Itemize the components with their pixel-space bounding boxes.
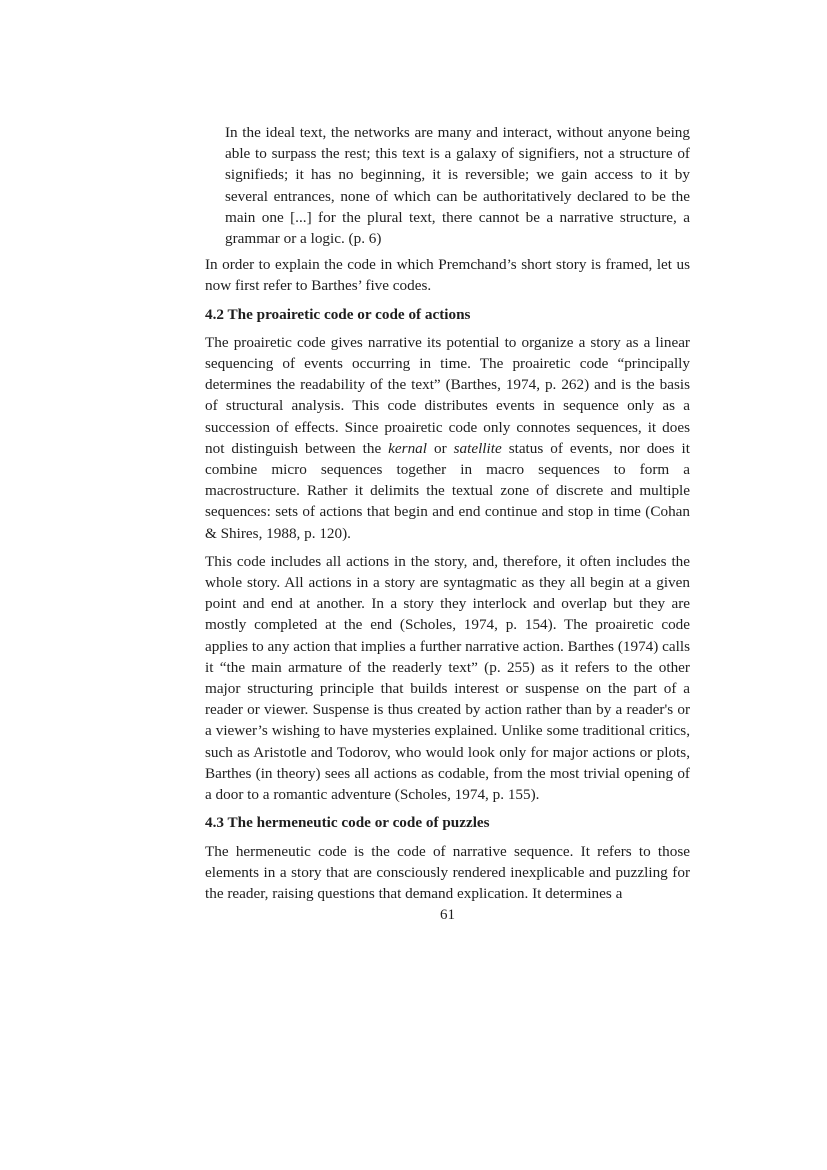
text-run: status of events, nor does it combine micro sequences together in macro sequences to form a macrostructure. Rather it delimits the textual zone of discrete and multiple sequences: sets of actions that begin and end continue and stop in time (Cohan & Shires, 1988, p. 120). <box>205 439 690 542</box>
section-heading-4-3: 4.3 The hermeneutic code or code of puzzles <box>205 814 490 832</box>
paragraph-hermeneutic <box>205 841 690 905</box>
section-heading-4-2: 4.2 The proairetic code or code of actions <box>205 305 471 323</box>
paragraph-proairetic-1 <box>205 332 690 544</box>
block-quote <box>225 122 690 249</box>
page-number: 61 <box>440 907 455 923</box>
paragraph-proairetic-1-text <box>205 332 690 544</box>
paragraph-proairetic-2-text: This code includes all actions in the story, and, therefore, it often includes the whole story. All actions in a story are syntagmatic as they all begin at a given point and end at another. In a story they interlock and overlap but they are mostly completed at the end (Scholes, 1974, p. 154). The proairetic code applies to any action that implies a further narrative action. Barthes (1974) calls it “the main armature of the readerly text” (p. 255) as it refers to the other major structuring principle that builds interest or suspense on the part of a reader or viewer. Suspense is thus created by action rather than by a reader's or a viewer’s wishing to have mysteries explained. Unlike some traditional critics, such as Aristotle and Todorov, who would look only for major actions or plots, Barthes (in theory) sees all actions as codable, from the most trivial opening of a door to a romantic adventure (Scholes, 1974, p. 155). <box>205 552 690 804</box>
document-page <box>205 122 690 923</box>
paragraph-hermeneutic-text: The hermeneutic code is the code of narrative sequence. It refers to those elements in a story that are consciously rendered inexplicable and puzzling for the reader, raising questions that demand explication. It determines a <box>205 842 690 902</box>
paragraph-intro <box>205 254 690 296</box>
italic-term-kernal: kernal <box>388 439 427 457</box>
block-quote-text: In the ideal text, the networks are many and interact, without anyone being able to surpass the rest; this text is a galaxy of signifiers, not a structure of signifieds; it has no beginning, it is reversible; we gain access to it by several entrances, none of which can be authoritatively declared to be the main one [...] for the plural text, there cannot be a narrative structure, a grammar or a logic. (p. 6) <box>225 124 690 248</box>
text-run: The proairetic code gives narrative its potential to organize a story as a linear sequencing of events occurring in time. The proairetic code “principally determines the readability of the text” (Barthes, 1974, p. 262) and is the basis of structural analysis. This code distributes events in sequence only as a succession of effects. Since proairetic code only connotes sequences, it does not distinguish between the <box>205 333 690 457</box>
text-run: or <box>426 439 454 457</box>
paragraph-intro-text: In order to explain the code in which Premchand’s short story is framed, let us now first refer to Barthes’ five codes. <box>205 256 690 295</box>
italic-term-satellite: satellite <box>453 439 502 457</box>
paragraph-proairetic-2 <box>205 551 690 805</box>
